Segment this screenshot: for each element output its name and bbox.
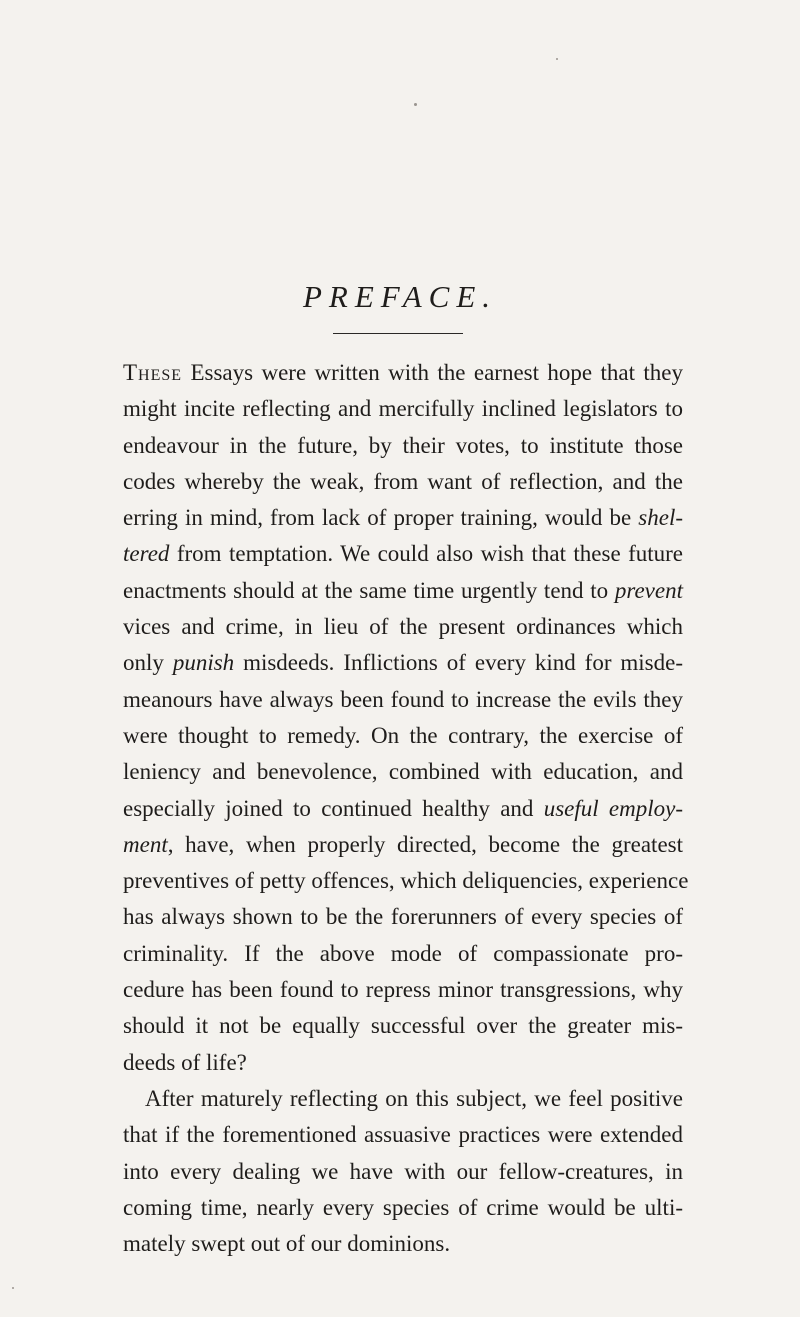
lead-word: These bbox=[123, 360, 183, 385]
paper-speck bbox=[12, 1287, 14, 1289]
paper-speck bbox=[414, 103, 417, 106]
text-line: mately swept out of our dominions. bbox=[123, 1231, 451, 1257]
title-rule bbox=[333, 333, 463, 334]
text-line: tered from temptation. We could also wish that these future bbox=[123, 541, 683, 567]
text-line: coming time, nearly every species of crime would be ulti- bbox=[123, 1194, 683, 1220]
text-line: should it not be equally successful over the greater mis- bbox=[123, 1013, 683, 1039]
text-line: cedure has been found to repress minor transgressions, why bbox=[123, 977, 683, 1003]
paragraph-2 bbox=[123, 1081, 683, 1262]
text-line: These Essays were written with the earnest hope that they bbox=[123, 360, 683, 385]
text-line: After maturely reflecting on this subject, we feel positive bbox=[145, 1085, 683, 1111]
text-line: leniency and benevolence, combined with education, and bbox=[123, 759, 683, 785]
paper-speck bbox=[556, 58, 558, 60]
text-line: only punish misdeeds. Inflictions of every kind for misde- bbox=[123, 650, 683, 676]
text-line: were thought to remedy. On the contrary, the exercise of bbox=[123, 722, 683, 748]
text-line: enactments should at the same time urgently tend to prevent bbox=[123, 577, 683, 603]
text-line: into every dealing we have with our fellow-creatures, in bbox=[123, 1158, 683, 1184]
text-line: might incite reflecting and mercifully inclined legislators to bbox=[123, 396, 683, 422]
text-line: vices and crime, in lieu of the present ordinances which bbox=[123, 614, 683, 640]
text-line: erring in mind, from lack of proper training, would be shel- bbox=[123, 505, 683, 531]
text-line: that if the forementioned assuasive practices were extended bbox=[123, 1122, 683, 1148]
text-line: meanours have always been found to increase the evils they bbox=[123, 686, 683, 712]
paragraph-1 bbox=[123, 355, 689, 1081]
text-line: codes whereby the weak, from want of reflection, and the bbox=[123, 468, 683, 494]
text-line: has always shown to be the forerunners of every species of bbox=[123, 904, 683, 930]
page-title: PREFACE. bbox=[302, 278, 498, 314]
text-line: endeavour in the future, by their votes, to institute those bbox=[123, 432, 683, 458]
text-line: especially joined to continued healthy and useful employ- bbox=[123, 795, 684, 821]
text-line: deeds of life? bbox=[123, 1049, 247, 1075]
text-line: preventives of petty offences, which deliquencies, experience bbox=[123, 868, 689, 894]
text-line: criminality. If the above mode of compassionate pro- bbox=[123, 940, 683, 966]
text-line: ment, have, when properly directed, become the greatest bbox=[123, 831, 683, 857]
preface-body bbox=[123, 355, 689, 1262]
